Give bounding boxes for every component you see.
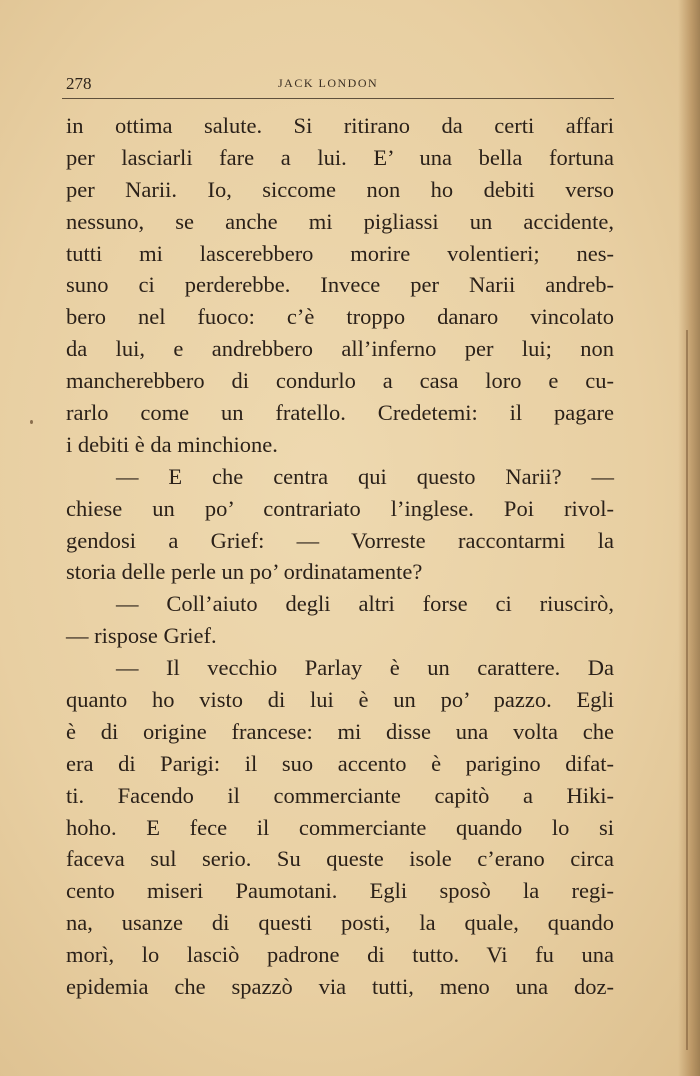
- text-line: rarlo come un fratello. Credetemi: il pagare: [66, 400, 614, 426]
- text-line: — E che centra qui questo Narii? —: [116, 463, 614, 489]
- text-line: per Narii. Io, siccome non ho debiti verso: [66, 176, 614, 202]
- text-line: faceva sul serio. Su queste isole c’erano circa: [66, 846, 614, 872]
- text-line: bero nel fuoco: c’è troppo danaro vincolato: [66, 304, 614, 330]
- text-line: i debiti è da minchione.: [66, 431, 278, 457]
- adjacent-page-edge: [686, 330, 688, 1050]
- text-line: in ottima salute. Si ritirano da certi affari: [66, 113, 614, 138]
- running-head: JACK LONDON: [278, 76, 379, 90]
- text-line: mancherebbero di condurlo a casa loro e cu-: [66, 368, 614, 394]
- text-line: storia delle perle un po’ ordinatamente?: [66, 559, 423, 585]
- text-line: hoho. E fece il commerciante quando lo si: [66, 814, 614, 840]
- text-line: cento miseri Paumotani. Egli sposò la regi-: [66, 878, 614, 904]
- text-line: chiese un po’ contrariato l’inglese. Poi rivol-: [66, 495, 614, 521]
- text-line: na, usanze di questi posti, la quale, quando: [66, 910, 614, 936]
- text-line: gendosi a Grief: — Vorreste raccontarmi la: [66, 527, 614, 553]
- text-line: quanto ho visto di lui è un po’ pazzo. Egli: [66, 687, 614, 713]
- text-line: era di Parigi: il suo accento è parigino difat-: [66, 750, 614, 776]
- body-text: [66, 110, 614, 1003]
- page-number: 278: [66, 74, 92, 93]
- page-edge-shadow: [678, 0, 700, 1076]
- text-line: è di origine francese: mi disse una volta che: [66, 718, 614, 744]
- text-line: — Coll’aiuto degli altri forse ci riuscirò,: [116, 591, 614, 617]
- text-line: tutti mi lascerebbero morire volentieri; nes-: [66, 240, 614, 266]
- text-line: suno ci perderebbe. Invece per Narii andreb-: [66, 272, 614, 298]
- text-line: — Il vecchio Parlay è un carattere. Da: [116, 655, 614, 681]
- paper-speck: [30, 420, 33, 424]
- text-line: morì, lo lasciò padrone di tutto. Vi fu una: [66, 942, 614, 968]
- text-line: nessuno, se anche mi pigliassi un accidente,: [66, 208, 614, 234]
- page-header: [66, 72, 614, 98]
- text-line: epidemia che spazzò via tutti, meno una doz-: [66, 974, 614, 1000]
- text-line: per lasciarli fare a lui. E’ una bella fortuna: [66, 144, 614, 170]
- text-line: ti. Facendo il commerciante capitò a Hiki-: [66, 782, 614, 808]
- text-line: — rispose Grief.: [66, 623, 217, 649]
- text-line: da lui, e andrebbero all’inferno per lui; non: [66, 336, 614, 362]
- header-rule: [62, 98, 614, 99]
